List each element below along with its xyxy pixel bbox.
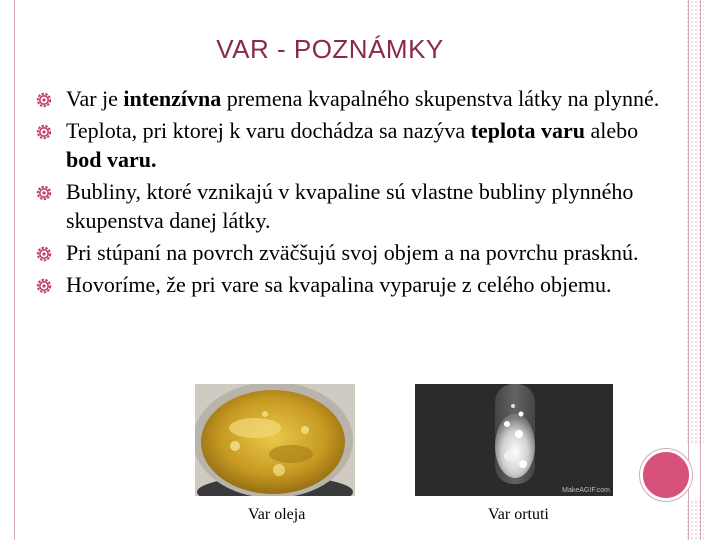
bullet-list <box>36 84 676 302</box>
slide-title <box>0 34 660 65</box>
title-main: POZNÁMKY <box>293 34 444 64</box>
bullet-text: premena kvapalného skupenstva látky na plynné. <box>221 86 660 111</box>
decorative-circle <box>640 449 692 501</box>
right-frame-line-inner <box>700 0 701 540</box>
gear-bullet-icon <box>36 92 52 108</box>
bullet-text: Teplota, pri ktorej k varu dochádza sa nazýva <box>66 118 471 143</box>
oil-boiling-illustration <box>195 384 355 496</box>
bullet-text: alebo <box>584 118 639 143</box>
bullet-text-bold: bod varu. <box>66 147 157 172</box>
mercury-caption: Var ortuti <box>488 506 549 523</box>
gif-watermark: MakeAGIF.com <box>562 487 610 494</box>
bullet-item <box>36 270 676 299</box>
bullet-item <box>36 84 676 113</box>
mercury-boiling-illustration <box>415 384 613 496</box>
bullet-text: Pri stúpaní na povrch zväčšujú svoj objem a na povrchu prasknú. <box>66 240 639 265</box>
gear-bullet-icon <box>36 278 52 294</box>
bullet-text: Var je <box>66 86 124 111</box>
mercury-boiling-photo <box>415 384 613 496</box>
gear-bullet-icon <box>36 185 52 201</box>
title-prefix: VAR - <box>216 34 294 64</box>
left-frame-line <box>14 0 15 540</box>
right-frame-line-outer <box>688 0 689 540</box>
bullet-text: Bubliny, ktoré vznikajú v kvapaline sú vlastne bubliny plynného skupenstva danej látky. <box>66 179 634 233</box>
gear-bullet-icon <box>36 124 52 140</box>
bullet-text-bold: intenzívna <box>123 86 222 111</box>
oil-boiling-photo <box>195 384 355 496</box>
gear-bullet-icon <box>36 246 52 262</box>
oil-caption: Var oleja <box>248 506 306 523</box>
bullet-item <box>36 116 676 174</box>
bullet-item <box>36 177 676 235</box>
bullet-text: Hovoríme, že pri vare sa kvapalina vyparuje z celého objemu. <box>66 272 612 297</box>
bullet-item <box>36 238 676 267</box>
bullet-text-bold: teplota varu <box>470 118 585 143</box>
